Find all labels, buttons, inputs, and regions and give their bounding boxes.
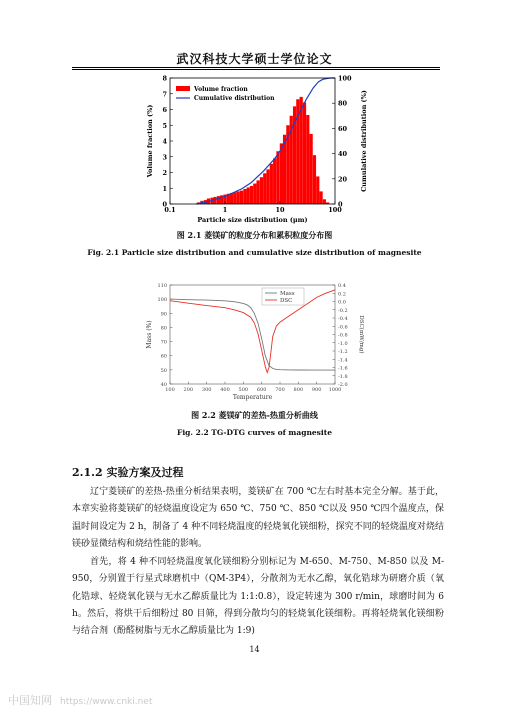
y-tick-label: 6 bbox=[162, 106, 167, 114]
paragraph-1: 辽宁菱镁矿的差热-热重分析结果表明，菱镁矿在 700 ℃左右时基本完全分解。基于此，本章实验将菱镁矿的轻烧温度设定为 650 ℃、750 ℃、850 ℃以及 950 ℃四个温度点，保温时间设定为 2 h，制备了 4 种不同轻烧温度的轻烧氧化镁细粉，探究不同的轻烧温度对烧结镁砂显微结构和烧结性能的影响。 bbox=[72, 487, 444, 549]
volume-bar bbox=[213, 197, 216, 204]
volume-bar bbox=[319, 191, 322, 204]
legend-label: Mass bbox=[280, 291, 295, 297]
y2-tick-label: -1.2 bbox=[338, 349, 348, 355]
y2-tick-label: 0.0 bbox=[338, 299, 346, 306]
volume-bar bbox=[323, 199, 326, 204]
y-axis-label: Mass (%) bbox=[146, 320, 153, 349]
header-rule bbox=[72, 67, 440, 68]
volume-bar bbox=[247, 187, 250, 204]
y-tick-label: 7 bbox=[162, 90, 167, 99]
volume-bar bbox=[256, 180, 259, 204]
figure2-chart bbox=[140, 280, 370, 405]
volume-bar bbox=[237, 191, 240, 204]
volume-bar bbox=[280, 143, 283, 204]
mass-curve bbox=[170, 299, 335, 370]
volume-bar bbox=[217, 196, 220, 204]
x-tick-label: 1 bbox=[222, 206, 228, 214]
x-tick-label: 0.1 bbox=[164, 206, 176, 214]
y-tick-label: 0 bbox=[162, 200, 167, 209]
y2-tick-label: -0.6 bbox=[338, 324, 348, 331]
y-tick-label: 80 bbox=[160, 325, 167, 332]
x-tick-label: 1000 bbox=[328, 387, 342, 393]
figure1-caption-en: Fig. 2.1 Particle size distribution and cumulative size distribution of magnesite bbox=[87, 248, 422, 257]
watermark-site: 中国知网 bbox=[8, 694, 52, 707]
figure2-caption-en: Fig. 2.2 TG-DTG curves of magnesite bbox=[177, 428, 332, 437]
y-tick-label: 50 bbox=[160, 367, 167, 374]
y2-tick-label: 60 bbox=[338, 124, 348, 133]
x-tick-label: 500 bbox=[238, 387, 249, 393]
y-tick-label: 1 bbox=[162, 184, 167, 193]
volume-bar bbox=[273, 158, 276, 204]
x-tick-label: 700 bbox=[275, 387, 285, 393]
volume-bar bbox=[306, 115, 309, 204]
x-tick-label: 900 bbox=[311, 387, 322, 393]
y-tick-label: 60 bbox=[160, 353, 167, 360]
volume-bar bbox=[253, 184, 256, 204]
figure1-chart bbox=[140, 72, 380, 224]
volume-bar bbox=[313, 155, 316, 204]
volume-bar bbox=[243, 189, 246, 204]
y2-axis-label: DSC(mW/mg) bbox=[358, 315, 364, 354]
y2-tick-label: 0 bbox=[338, 200, 343, 209]
header-rule-thin bbox=[72, 69, 440, 70]
volume-bar bbox=[263, 173, 266, 204]
y2-tick-label: -1.6 bbox=[338, 365, 348, 372]
y-axis-label: Volume fraction (%) bbox=[146, 104, 154, 178]
y2-tick-label: -2.0 bbox=[338, 382, 348, 388]
y2-tick-label: -1.8 bbox=[338, 373, 348, 380]
y2-tick-label: 40 bbox=[338, 150, 348, 159]
x-tick-label: 100 bbox=[328, 206, 342, 214]
volume-bar bbox=[270, 164, 273, 204]
y-tick-label: 100 bbox=[157, 297, 167, 304]
y-tick-label: 3 bbox=[162, 153, 167, 162]
y2-tick-label: 20 bbox=[338, 175, 348, 184]
y-tick-label: 90 bbox=[160, 311, 167, 318]
volume-bar bbox=[250, 186, 253, 204]
y-tick-label: 40 bbox=[160, 382, 167, 388]
x-tick-label: 300 bbox=[201, 387, 212, 393]
y2-tick-label: 0.2 bbox=[338, 291, 346, 298]
y2-tick-label: -0.2 bbox=[338, 307, 348, 314]
legend-label: DSC bbox=[280, 298, 293, 304]
cnki-watermark bbox=[8, 692, 152, 708]
watermark-url: https://www.cnki.net bbox=[60, 697, 153, 707]
y2-tick-label: 0.4 bbox=[338, 283, 346, 289]
legend-label-cumulative: Cumulative distribution bbox=[194, 95, 275, 102]
x-tick-label: 200 bbox=[183, 387, 194, 393]
figure1-caption-zh: 图 2.1 菱镁矿的粒度分布和累积粒度分布图 bbox=[176, 230, 333, 240]
y-tick-label: 2 bbox=[162, 169, 167, 177]
y2-tick-label: -0.8 bbox=[338, 332, 348, 339]
x-axis-label: Particle size distribution (μm) bbox=[197, 216, 308, 224]
page-number: 14 bbox=[249, 645, 260, 654]
figure2-caption-zh: 图 2.2 菱镁矿的差热-热重分析曲线 bbox=[191, 410, 318, 420]
volume-bar bbox=[276, 151, 279, 204]
y-tick-label: 8 bbox=[162, 74, 167, 83]
volume-bar bbox=[316, 176, 319, 204]
y-tick-label: 70 bbox=[160, 339, 167, 346]
volume-bar bbox=[310, 134, 313, 204]
running-header: 武汉科技大学硕士学位论文 bbox=[176, 52, 333, 66]
y-tick-label: 4 bbox=[162, 137, 167, 146]
dsc-curve bbox=[170, 290, 335, 373]
volume-bar bbox=[260, 177, 263, 204]
y-tick-label: 110 bbox=[157, 283, 167, 289]
volume-bar bbox=[233, 192, 236, 204]
x-tick-label: 800 bbox=[293, 387, 304, 393]
x-axis-label: Temperature bbox=[232, 394, 273, 401]
x-tick-label: 100 bbox=[165, 387, 175, 393]
y2-tick-label: -1.4 bbox=[338, 357, 348, 364]
y2-tick-label: 80 bbox=[338, 99, 348, 108]
volume-bar bbox=[303, 102, 306, 204]
x-tick-label: 10 bbox=[275, 206, 285, 214]
volume-bar bbox=[240, 191, 243, 204]
volume-bar bbox=[230, 193, 233, 204]
volume-bar bbox=[266, 169, 269, 204]
legend-label-volume: Volume fraction bbox=[194, 86, 248, 93]
section-heading: 2.1.2 实验方案及过程 bbox=[72, 466, 184, 479]
legend-swatch-volume bbox=[176, 86, 190, 91]
paragraph-2: 首先，将 4 种不同轻烧温度氧化镁细粉分别标记为 M-650、M-750、M-850 以及 M-950，分别置于行星式球磨机中（QM-3P4），分散剂为无水乙醇，氧化锆球为研磨介质（氧化锆球、轻烧氧化镁与无水乙醇质量比为 1:1:0.8），设定转速为 300 r/min，球磨时间为 6 h。然后，将烘干后细粉过 80 目筛，得到分散均匀的轻烧氧化镁细粉。再将轻烧氧化镁细粉与结合剂（酚醛树脂与无水乙醇质量比为 1:9) bbox=[72, 557, 444, 637]
y2-tick-label: -1.0 bbox=[338, 340, 348, 347]
x-tick-label: 400 bbox=[220, 387, 230, 393]
y2-tick-label: 100 bbox=[338, 74, 352, 83]
y2-tick-label: -0.4 bbox=[338, 316, 348, 322]
y-tick-label: 5 bbox=[162, 121, 167, 130]
x-tick-label: 600 bbox=[256, 387, 267, 393]
y2-axis-label: Cumulative distribution (%) bbox=[360, 90, 368, 192]
